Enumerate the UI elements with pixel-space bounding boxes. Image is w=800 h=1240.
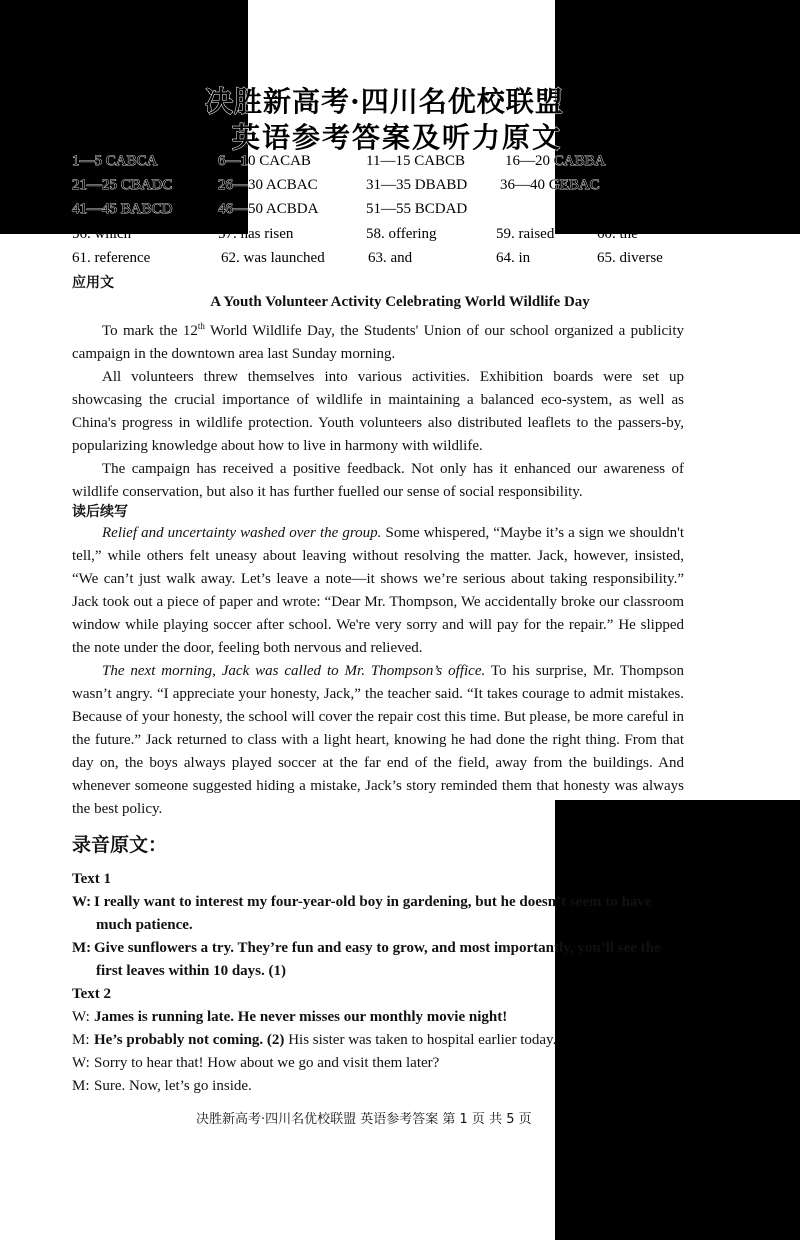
text1-label: Text 1 [72, 871, 112, 887]
answer-26-30: 26—30 ACBAC [218, 177, 318, 193]
answer-16-20: 16—20 CABBA [505, 153, 606, 169]
text2-man-line-2: M: Sure. Now, let’s go inside. [72, 1078, 252, 1094]
transcript-heading: 录音原文： [72, 834, 168, 856]
writing-paragraph-3: The campaign has received a positive feedback. Not only has it enhanced our awareness of wildlife conservation, but also it has further fuelled our sense of social responsibility. [72, 461, 684, 500]
answer-59: 59. raised [496, 226, 555, 242]
text2-woman-line-2: W: Sorry to hear that! How about we go and visit them later? [72, 1055, 440, 1071]
text1-woman-line-cont: much patience. [96, 917, 193, 933]
answer-58: 58. offering [366, 226, 437, 242]
answer-1-5: 1—5 CABCA [72, 153, 158, 169]
answer-36-40: 36—40 GEBAC [500, 177, 600, 193]
answer-46-50: 46—50 ACBDA [218, 201, 319, 217]
answer-64: 64. in [496, 250, 531, 266]
text2-label: Text 2 [72, 986, 112, 1002]
text2-man-line-1: M: He’s probably not coming. (2) His sister was taken to hospital earlier today. [72, 1032, 557, 1048]
answer-60: 60. the [597, 226, 638, 242]
continuation-section-label: 读后续写 [72, 504, 128, 520]
page-subtitle: 英语参考答案及听力原文 [232, 121, 563, 154]
text1-man-line: M: Give sunflowers a try. They’re fun and easy to grow, and most importantly, you’ll see the [72, 940, 661, 956]
answer-21-25: 21—25 CBADC [72, 177, 173, 193]
answer-62: 62. was launched [221, 250, 325, 266]
answer-11-15: 11—15 CABCB [366, 153, 466, 169]
text1-man-line-cont: first leaves within 10 days. (1) [96, 963, 286, 979]
writing-body [72, 315, 684, 504]
answer-57: 57. has risen [218, 226, 294, 242]
writing-paragraph-2: All volunteers threw themselves into various activities. Exhibition boards were set up showcasing the crucial importance of wildlife in maintaining a balanced eco-system, as well as China's progress in wildlife protection. Youth volunteers also distributed leaflets to the passers-by, popularizing knowledge about how to live in harmony with wildlife. [72, 369, 684, 454]
answer-56: 56. which [72, 226, 132, 242]
text1-woman-line: W: I really want to interest my four-year-old boy in gardening, but he doesn’t seem to have [72, 894, 652, 910]
continuation-paragraph-2: The next morning, Jack was called to Mr. Thompson’s office. To his surprise, Mr. Thompson wasn’t angry. “I appreciate your honesty, Jack,” the teacher said. “It takes courage to admit mistakes. Because of your honesty, the school will cover the repair cost this time. But please, be more careful in the future.” Jack returned to class with a light heart, knowing he had done the right thing. From that day on, the boys always played soccer at the far end of the field, away from the buildings. And whenever someone suggested hiding a mistake, Jack’s story reminded them that honesty was always the best policy. [72, 663, 684, 817]
answer-51-55: 51—55 BCDAD [366, 201, 468, 217]
page-footer: 决胜新高考·四川名优校联盟 英语参考答案 第 1 页 共 5 页 [196, 1112, 532, 1127]
continuation-paragraph-1: Relief and uncertainty washed over the group. Some whispered, “Maybe it’s a sign we shouldn't tell,” while others felt uneasy about leaving without resolving the matter. Jack, however, insisted, “We can’t just walk away. Let’s leave a note—it shows we’re serious about taking responsibility.” Jack took out a piece of paper and wrote: “Dear Mr. Thompson, We accidentally broke our classroom window while playing soccer after school. We're very sorry and will pay for the repair.” He slipped the note under the door, feeling both nervous and relieved. [72, 525, 684, 656]
answer-61: 61. reference [72, 250, 151, 266]
answer-31-35: 31—35 DBABD [366, 177, 468, 193]
answer-41-45: 41—45 BABCD [72, 201, 173, 217]
answer-6-10: 6—10 CACAB [218, 153, 311, 169]
page-title: 决胜新高考·四川名优校联盟 [205, 85, 564, 118]
essay-title: A Youth Volunteer Activity Celebrating World Wildlife Day [210, 294, 590, 310]
text2-woman-line-1: W: James is running late. He never misses our monthly movie night! [72, 1009, 508, 1025]
continuation-body [72, 522, 684, 821]
answer-63: 63. and [368, 250, 413, 266]
answer-65: 65. diverse [597, 250, 663, 266]
writing-section-label: 应用文 [72, 275, 114, 291]
writing-paragraph-1: To mark the 12th World Wildlife Day, the Students' Union of our school organized a publicity campaign in the downtown area last Sunday morning. [72, 321, 684, 362]
